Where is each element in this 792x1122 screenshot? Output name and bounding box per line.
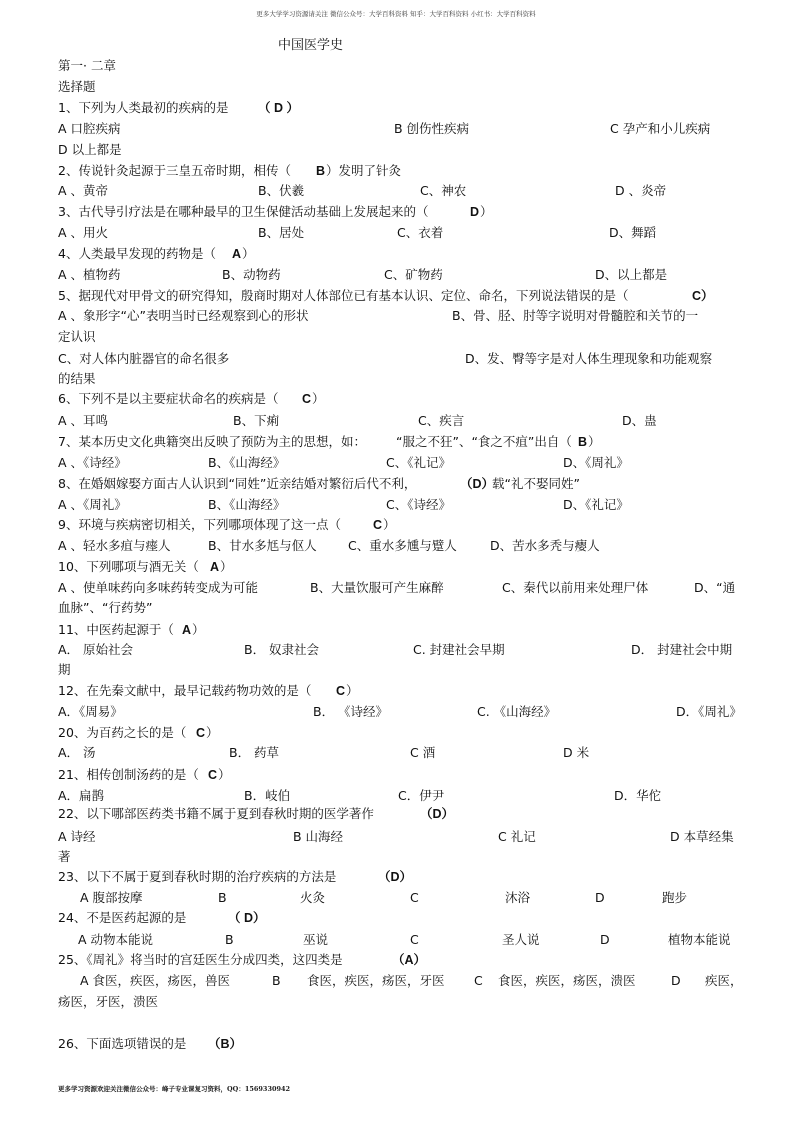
answer-text: A xyxy=(232,247,242,261)
answer-text: A xyxy=(182,623,192,637)
line-segment: 疾医， xyxy=(705,973,743,988)
line-segment: A 、《周礼》 xyxy=(58,497,127,512)
line-segment: B、大量饮服可产生麻醉 xyxy=(310,580,444,595)
line-segment: ） xyxy=(383,517,396,532)
line-segment: D．《周礼》 xyxy=(676,704,742,719)
line-segment: ）发明了针灸 xyxy=(326,163,402,178)
line-segment: A 、黄帝 xyxy=(58,183,109,198)
line-segment: C、《诗经》 xyxy=(386,497,451,512)
answer-text: （D） xyxy=(460,477,495,491)
line-segment: B 山海经 xyxy=(293,829,344,844)
line-segment: A．扁鹊 xyxy=(58,788,105,803)
line-segment: B、居处 xyxy=(258,225,305,240)
line-segment: B xyxy=(272,973,281,988)
line-segment: C xyxy=(410,932,419,947)
line-segment: 食医，疾医，疡医，牙医 xyxy=(307,973,445,988)
line-segment: 12、在先秦文献中，最早记载药物功效的是（ xyxy=(58,683,312,698)
line-segment: B、甘水多尪与伛人 xyxy=(208,538,317,553)
line-segment: B、伏羲 xyxy=(258,183,305,198)
line-segment: 4、人类最早发现的药物是（ xyxy=(58,246,216,261)
answer-text: C xyxy=(302,392,312,406)
line-segment: 植物本能说 xyxy=(668,932,731,947)
line-segment: 巫说 xyxy=(303,932,329,947)
line-segment: C．伊尹 xyxy=(398,788,445,803)
line-segment: A 口腔疾病 xyxy=(58,121,121,136)
line-segment: D、舞蹈 xyxy=(609,225,657,240)
answer-text: （ D） xyxy=(228,911,266,925)
answer-text: C xyxy=(196,726,206,740)
line-segment: 血脉”、“行药势” xyxy=(58,600,153,615)
answer-text: B xyxy=(316,164,326,178)
line-segment: C xyxy=(474,973,483,988)
line-segment: B． 奴隶社会 xyxy=(244,642,320,657)
line-segment: 6、下列不是以主要症状命名的疾病是（ xyxy=(58,391,279,406)
line-segment: ） xyxy=(480,204,493,219)
line-segment: B．岐伯 xyxy=(244,788,291,803)
answer-text: D xyxy=(470,205,480,219)
answer-text: （B） xyxy=(208,1037,243,1051)
line-segment: ） xyxy=(206,725,219,740)
line-segment: 期 xyxy=(58,662,71,677)
line-segment: 7、某本历史文化典籍突出反映了预防为主的思想，如： xyxy=(58,434,366,449)
line-segment: 3、古代导引疗法是在哪种最早的卫生保健活动基础上发展起来的（ xyxy=(58,204,429,219)
line-segment: D、《周礼》 xyxy=(563,455,629,470)
line-segment: A 、耳鸣 xyxy=(58,413,109,428)
line-segment: D．华佗 xyxy=(614,788,662,803)
line-segment: C 酒 xyxy=(410,745,436,760)
line-segment: B． 《诗经》 xyxy=(313,704,389,719)
line-segment: C. 《山海经》 xyxy=(477,704,557,719)
answer-text: C xyxy=(336,684,346,698)
answer-text: （A） xyxy=(392,953,427,967)
line-segment: A 诗经 xyxy=(58,829,96,844)
line-segment: ） xyxy=(346,683,359,698)
line-segment: 的结果 xyxy=(58,371,96,386)
line-segment: 著 xyxy=(58,849,71,864)
line-segment: B、动物药 xyxy=(222,267,281,282)
line-segment: D xyxy=(600,932,610,947)
line-segment: A． 汤 xyxy=(58,745,96,760)
line-segment: C、重水多尰与躄人 xyxy=(348,538,457,553)
line-segment: D xyxy=(595,890,605,905)
line-segment: C、神农 xyxy=(420,183,467,198)
chapter-heading: 第一· 二章 xyxy=(58,58,116,73)
line-segment: B、《山海经》 xyxy=(208,497,286,512)
line-segment: A 食医，疾医，疡医，兽医 xyxy=(80,973,231,988)
line-segment: D、“通 xyxy=(694,580,736,595)
line-segment: 24、不是医药起源的是 xyxy=(58,910,187,925)
line-segment: C、对人体内脏器官的命名很多 xyxy=(58,351,230,366)
line-segment: B 创伤性疾病 xyxy=(394,121,470,136)
line-segment: C、《礼记》 xyxy=(386,455,451,470)
line-segment: 26、下面选项错误的是 xyxy=(58,1036,187,1051)
line-segment: B xyxy=(218,890,227,905)
page-footer: 更多学习资源欢迎关注微信公众号：峰子专业课复习资料，QQ：1569330942 xyxy=(58,1085,291,1093)
line-segment: B、下痢 xyxy=(233,413,280,428)
line-segment: 20、为百药之长的是（ xyxy=(58,725,187,740)
line-segment: 载“礼不娶同姓” xyxy=(492,476,580,491)
line-segment: ） xyxy=(192,622,205,637)
line-segment: D 、炎帝 xyxy=(615,183,667,198)
line-segment: ） xyxy=(312,391,325,406)
line-segment: ） xyxy=(220,559,233,574)
line-segment: 10、下列哪项与酒无关（ xyxy=(58,559,199,574)
answer-text: （D） xyxy=(420,807,455,821)
line-segment: D xyxy=(671,973,681,988)
line-segment: A．《周易》 xyxy=(58,704,123,719)
line-segment: 2、传说针灸起源于三皇五帝时期，相传（ xyxy=(58,163,291,178)
line-segment: C 孕产和小儿疾病 xyxy=(610,121,711,136)
line-segment: A 、轻水多疽与瘗人 xyxy=(58,538,171,553)
section-heading: 选择题 xyxy=(58,79,96,94)
line-segment: 5、据现代对甲骨文的研究得知，殷商时期对人体部位已有基本认识、定位、命名，下列说法错误的是（ xyxy=(58,288,629,303)
line-segment: D、以上都是 xyxy=(595,267,668,282)
line-segment: B． 药草 xyxy=(229,745,280,760)
line-segment: 1、下列为人类最初的疾病的是 xyxy=(58,100,229,115)
line-segment: A 、使单味药向多味药转变成为可能 xyxy=(58,580,259,595)
line-segment: C、衣着 xyxy=(397,225,444,240)
line-segment: A 、《诗经》 xyxy=(58,455,127,470)
line-segment: B、《山海经》 xyxy=(208,455,286,470)
document-title: 中国医学史 xyxy=(278,38,344,53)
line-segment: ） xyxy=(218,767,231,782)
line-segment: ） xyxy=(242,246,255,261)
line-segment: 25、《周礼》将当时的宫廷医生分成四类，这四类是 xyxy=(58,952,343,967)
line-segment: 疡医，牙医，溃医 xyxy=(58,994,159,1009)
line-segment: 火灸 xyxy=(300,890,326,905)
line-segment: C、矿物药 xyxy=(384,267,443,282)
line-segment: C、疾言 xyxy=(418,413,465,428)
line-segment: D 以上都是 xyxy=(58,142,122,157)
line-segment: 8、在婚姻嫁娶方面古人认识到“同姓”近亲结婚对繁衍后代不利， xyxy=(58,476,417,491)
line-segment: D、《礼记》 xyxy=(563,497,629,512)
line-segment: D 米 xyxy=(563,745,590,760)
line-segment: B xyxy=(225,932,234,947)
line-segment: C、秦代以前用来处理尸体 xyxy=(502,580,649,595)
line-segment: 23、以下不属于夏到春秋时期的治疗疾病的方法是 xyxy=(58,869,337,884)
line-segment: “服之不狂”、“食之不疽”出自（ xyxy=(396,434,572,449)
line-segment: B、骨、胫、肘等字说明对骨髓腔和关节的一 xyxy=(452,308,699,323)
line-segment: C 礼记 xyxy=(498,829,536,844)
line-segment: A 腹部按摩 xyxy=(80,890,143,905)
line-segment: 11、中医药起源于（ xyxy=(58,622,174,637)
line-segment: D、蛊 xyxy=(622,413,657,428)
line-segment: 食医，疾医，疡医，溃医 xyxy=(498,973,636,988)
line-segment: A 、植物药 xyxy=(58,267,121,282)
line-segment: C. 封建社会早期 xyxy=(413,642,505,657)
answer-text: （ D ） xyxy=(258,101,299,115)
answer-text: C xyxy=(373,518,383,532)
line-segment: D、苦水多秃与瘿人 xyxy=(490,538,600,553)
answer-text: （D） xyxy=(378,870,413,884)
line-segment: C xyxy=(410,890,419,905)
line-segment: D 本草经集 xyxy=(670,829,734,844)
line-segment: D． 封建社会中期 xyxy=(631,642,733,657)
answer-text: C） xyxy=(692,289,714,303)
answer-text: B xyxy=(578,435,588,449)
line-segment: 22、以下哪部医药类书籍不属于夏到春秋时期的医学著作 xyxy=(58,806,374,821)
line-segment: A 、象形字“心”表明当时已经观察到心的形状 xyxy=(58,308,309,323)
line-segment: 定认识 xyxy=(58,329,96,344)
line-segment: 21、相传创制汤药的是（ xyxy=(58,767,199,782)
line-segment: 跑步 xyxy=(662,890,688,905)
line-segment: 9、环境与疾病密切相关，下列哪项体现了这一点（ xyxy=(58,517,341,532)
line-segment: 圣人说 xyxy=(502,932,540,947)
answer-text: C xyxy=(208,768,218,782)
answer-text: A xyxy=(210,560,220,574)
line-segment: A． 原始社会 xyxy=(58,642,134,657)
line-segment: D、发、臀等字是对人体生理现象和功能观察 xyxy=(465,351,713,366)
line-segment: A 动物本能说 xyxy=(78,932,154,947)
page-header: 更多大学学习资源请关注 微信公众号：大学百科资料 知乎：大学百科资料 小红书：大学百科资料 xyxy=(256,10,536,18)
line-segment: ） xyxy=(588,434,601,449)
line-segment: 沐浴 xyxy=(505,890,531,905)
line-segment: A 、用火 xyxy=(58,225,109,240)
